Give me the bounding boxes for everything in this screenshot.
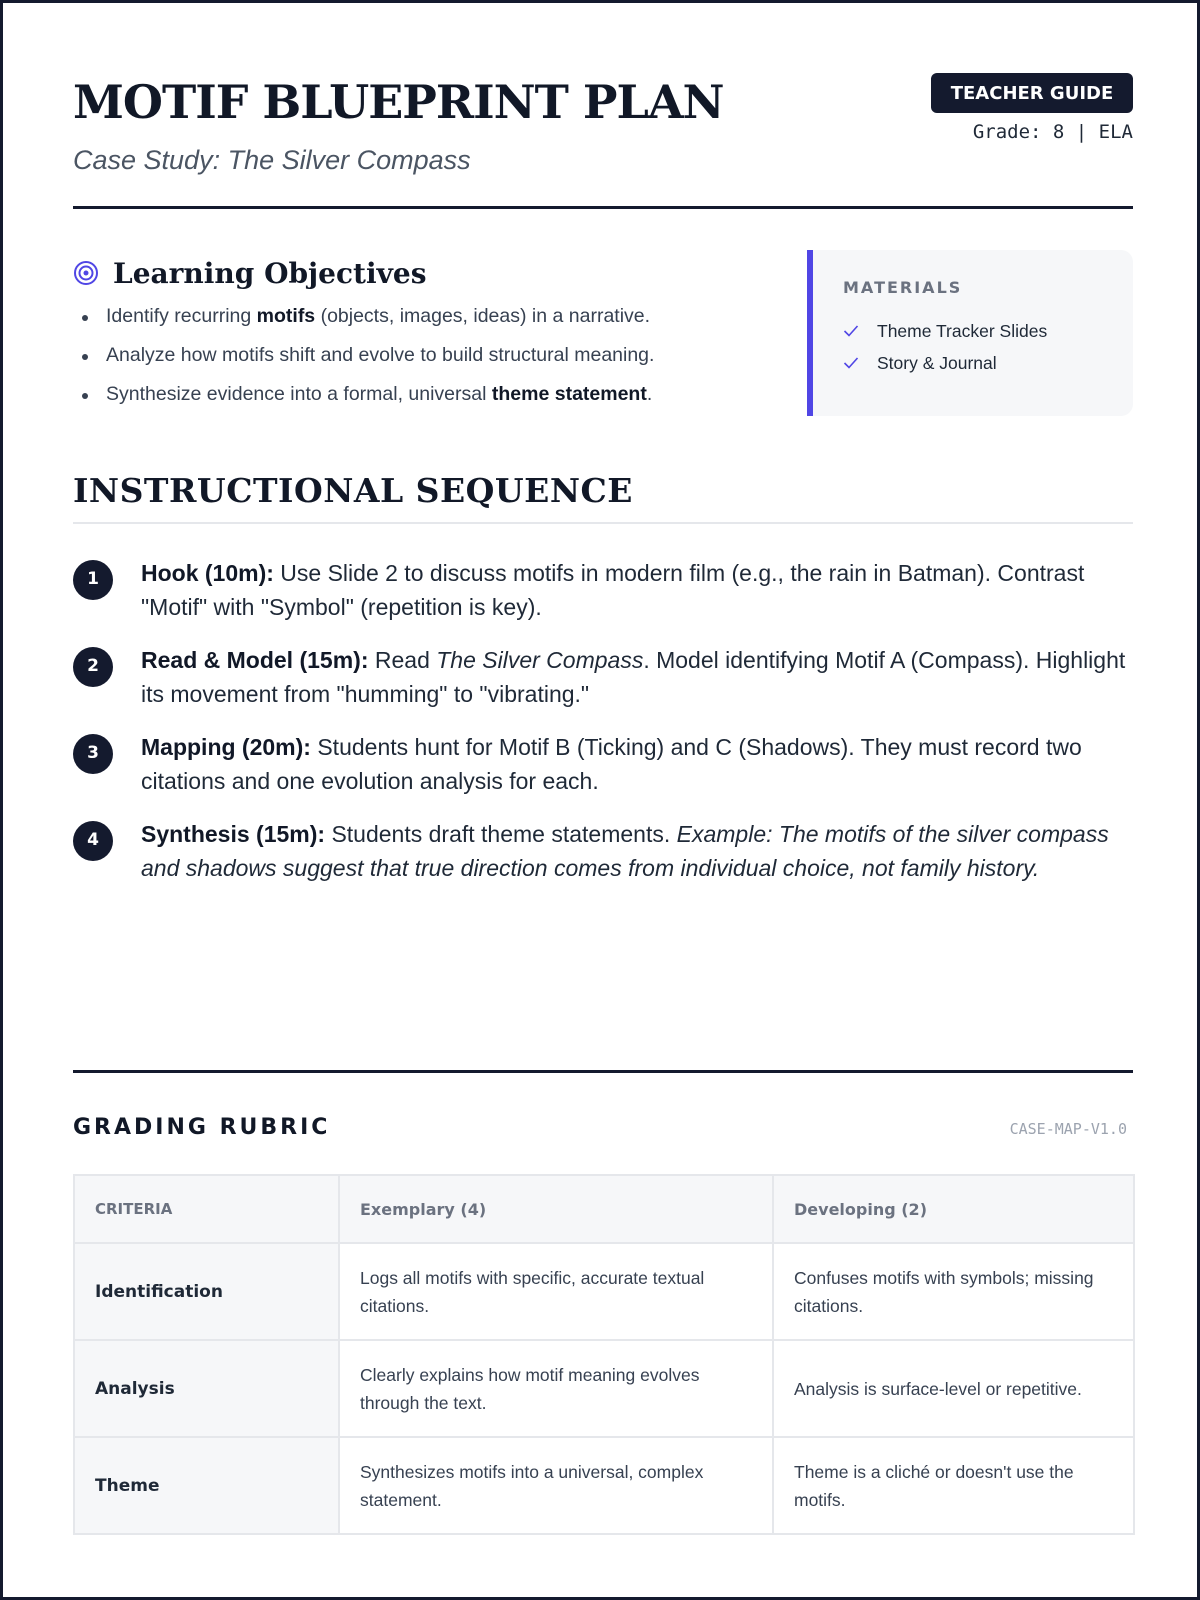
criteria-cell: Analysis (74, 1340, 339, 1437)
header-exemplary: Exemplary (4) (339, 1175, 773, 1243)
materials-panel (807, 250, 1133, 416)
step-item: 3 Mapping (20m): Students hunt for Motif B (Ticking) and C (Shadows). They must record two citations and one evolution analysis for each. (73, 731, 1133, 798)
sequence-divider (73, 522, 1133, 524)
developing-cell: Analysis is surface-level or repetitive. (773, 1340, 1134, 1437)
page-subtitle: Case Study: The Silver Compass (73, 145, 471, 175)
objective-item: Analyze how motifs shift and evolve to build structural meaning. (73, 344, 753, 383)
exemplary-cell: Logs all motifs with specific, accurate textual citations. (339, 1243, 773, 1340)
exemplary-cell: Synthesizes motifs into a universal, complex statement. (339, 1437, 773, 1534)
rubric-table (73, 1174, 1135, 1535)
rubric-title: GRADING RUBRIC (73, 1115, 331, 1140)
materials-label: MATERIALS (843, 278, 963, 297)
objectives-heading (73, 253, 753, 293)
step-item: 1 Hook (10m): Use Slide 2 to discuss motifs in modern film (e.g., the rain in Batman). Contrast "Motif" with "Symbol" (repetition is key). (73, 557, 1133, 624)
check-icon (843, 356, 859, 370)
step-label: Mapping (20m): (141, 734, 311, 760)
exemplary-cell: Clearly explains how motif meaning evolves through the text. (339, 1340, 773, 1437)
criteria-cell: Identification (74, 1243, 339, 1340)
instructional-steps (73, 557, 1133, 905)
grade-line: Grade: 8 | ELA (972, 121, 1133, 143)
step-label: Synthesis (15m): (141, 821, 326, 847)
materials-list (843, 315, 1133, 379)
check-icon (843, 324, 859, 338)
step-number: 3 (73, 734, 113, 774)
criteria-cell: Theme (74, 1437, 339, 1534)
objective-item: Synthesize evidence into a formal, universal theme statement. (73, 383, 753, 422)
rubric-header-row (74, 1175, 1134, 1243)
objectives-list (73, 305, 753, 422)
table-row (74, 1437, 1134, 1534)
developing-cell: Confuses motifs with symbols; missing citations. (773, 1243, 1134, 1340)
material-item: Story & Journal (843, 347, 1133, 379)
header (73, 69, 1133, 209)
page-title: MOTIF BLUEPRINT PLAN (73, 75, 724, 129)
table-row (74, 1340, 1134, 1437)
step-label: Hook (10m): (141, 560, 274, 586)
rubric-divider (73, 1070, 1133, 1073)
sequence-title: INSTRUCTIONAL SEQUENCE (73, 471, 633, 510)
step-label: Read & Model (15m): (141, 647, 369, 673)
step-number: 1 (73, 560, 113, 600)
developing-cell: Theme is a cliché or doesn't use the motifs. (773, 1437, 1134, 1534)
teacher-guide-badge: TEACHER GUIDE (931, 73, 1133, 113)
step-item: 2 Read & Model (15m): Read The Silver Compass. Model identifying Motif A (Compass). Highlight its movement from "humming" to "vibrating." (73, 644, 1133, 711)
learning-objectives (73, 253, 753, 423)
step-number: 4 (73, 821, 113, 861)
rubric-code: CASE-MAP-V1.0 (1009, 1120, 1127, 1138)
table-row (74, 1243, 1134, 1340)
header-developing: Developing (2) (773, 1175, 1134, 1243)
header-criteria: CRITERIA (74, 1175, 339, 1243)
objective-item: Identify recurring motifs (objects, images, ideas) in a narrative. (73, 305, 753, 344)
target-icon (73, 260, 99, 286)
objectives-title: Learning Objectives (113, 256, 427, 290)
material-item: Theme Tracker Slides (843, 315, 1133, 347)
step-number: 2 (73, 647, 113, 687)
step-item: 4 Synthesis (15m): Students draft theme statements. Example: The motifs of the silver compass and shadows suggest that true direction comes from individual choice, not family history. (73, 818, 1133, 885)
